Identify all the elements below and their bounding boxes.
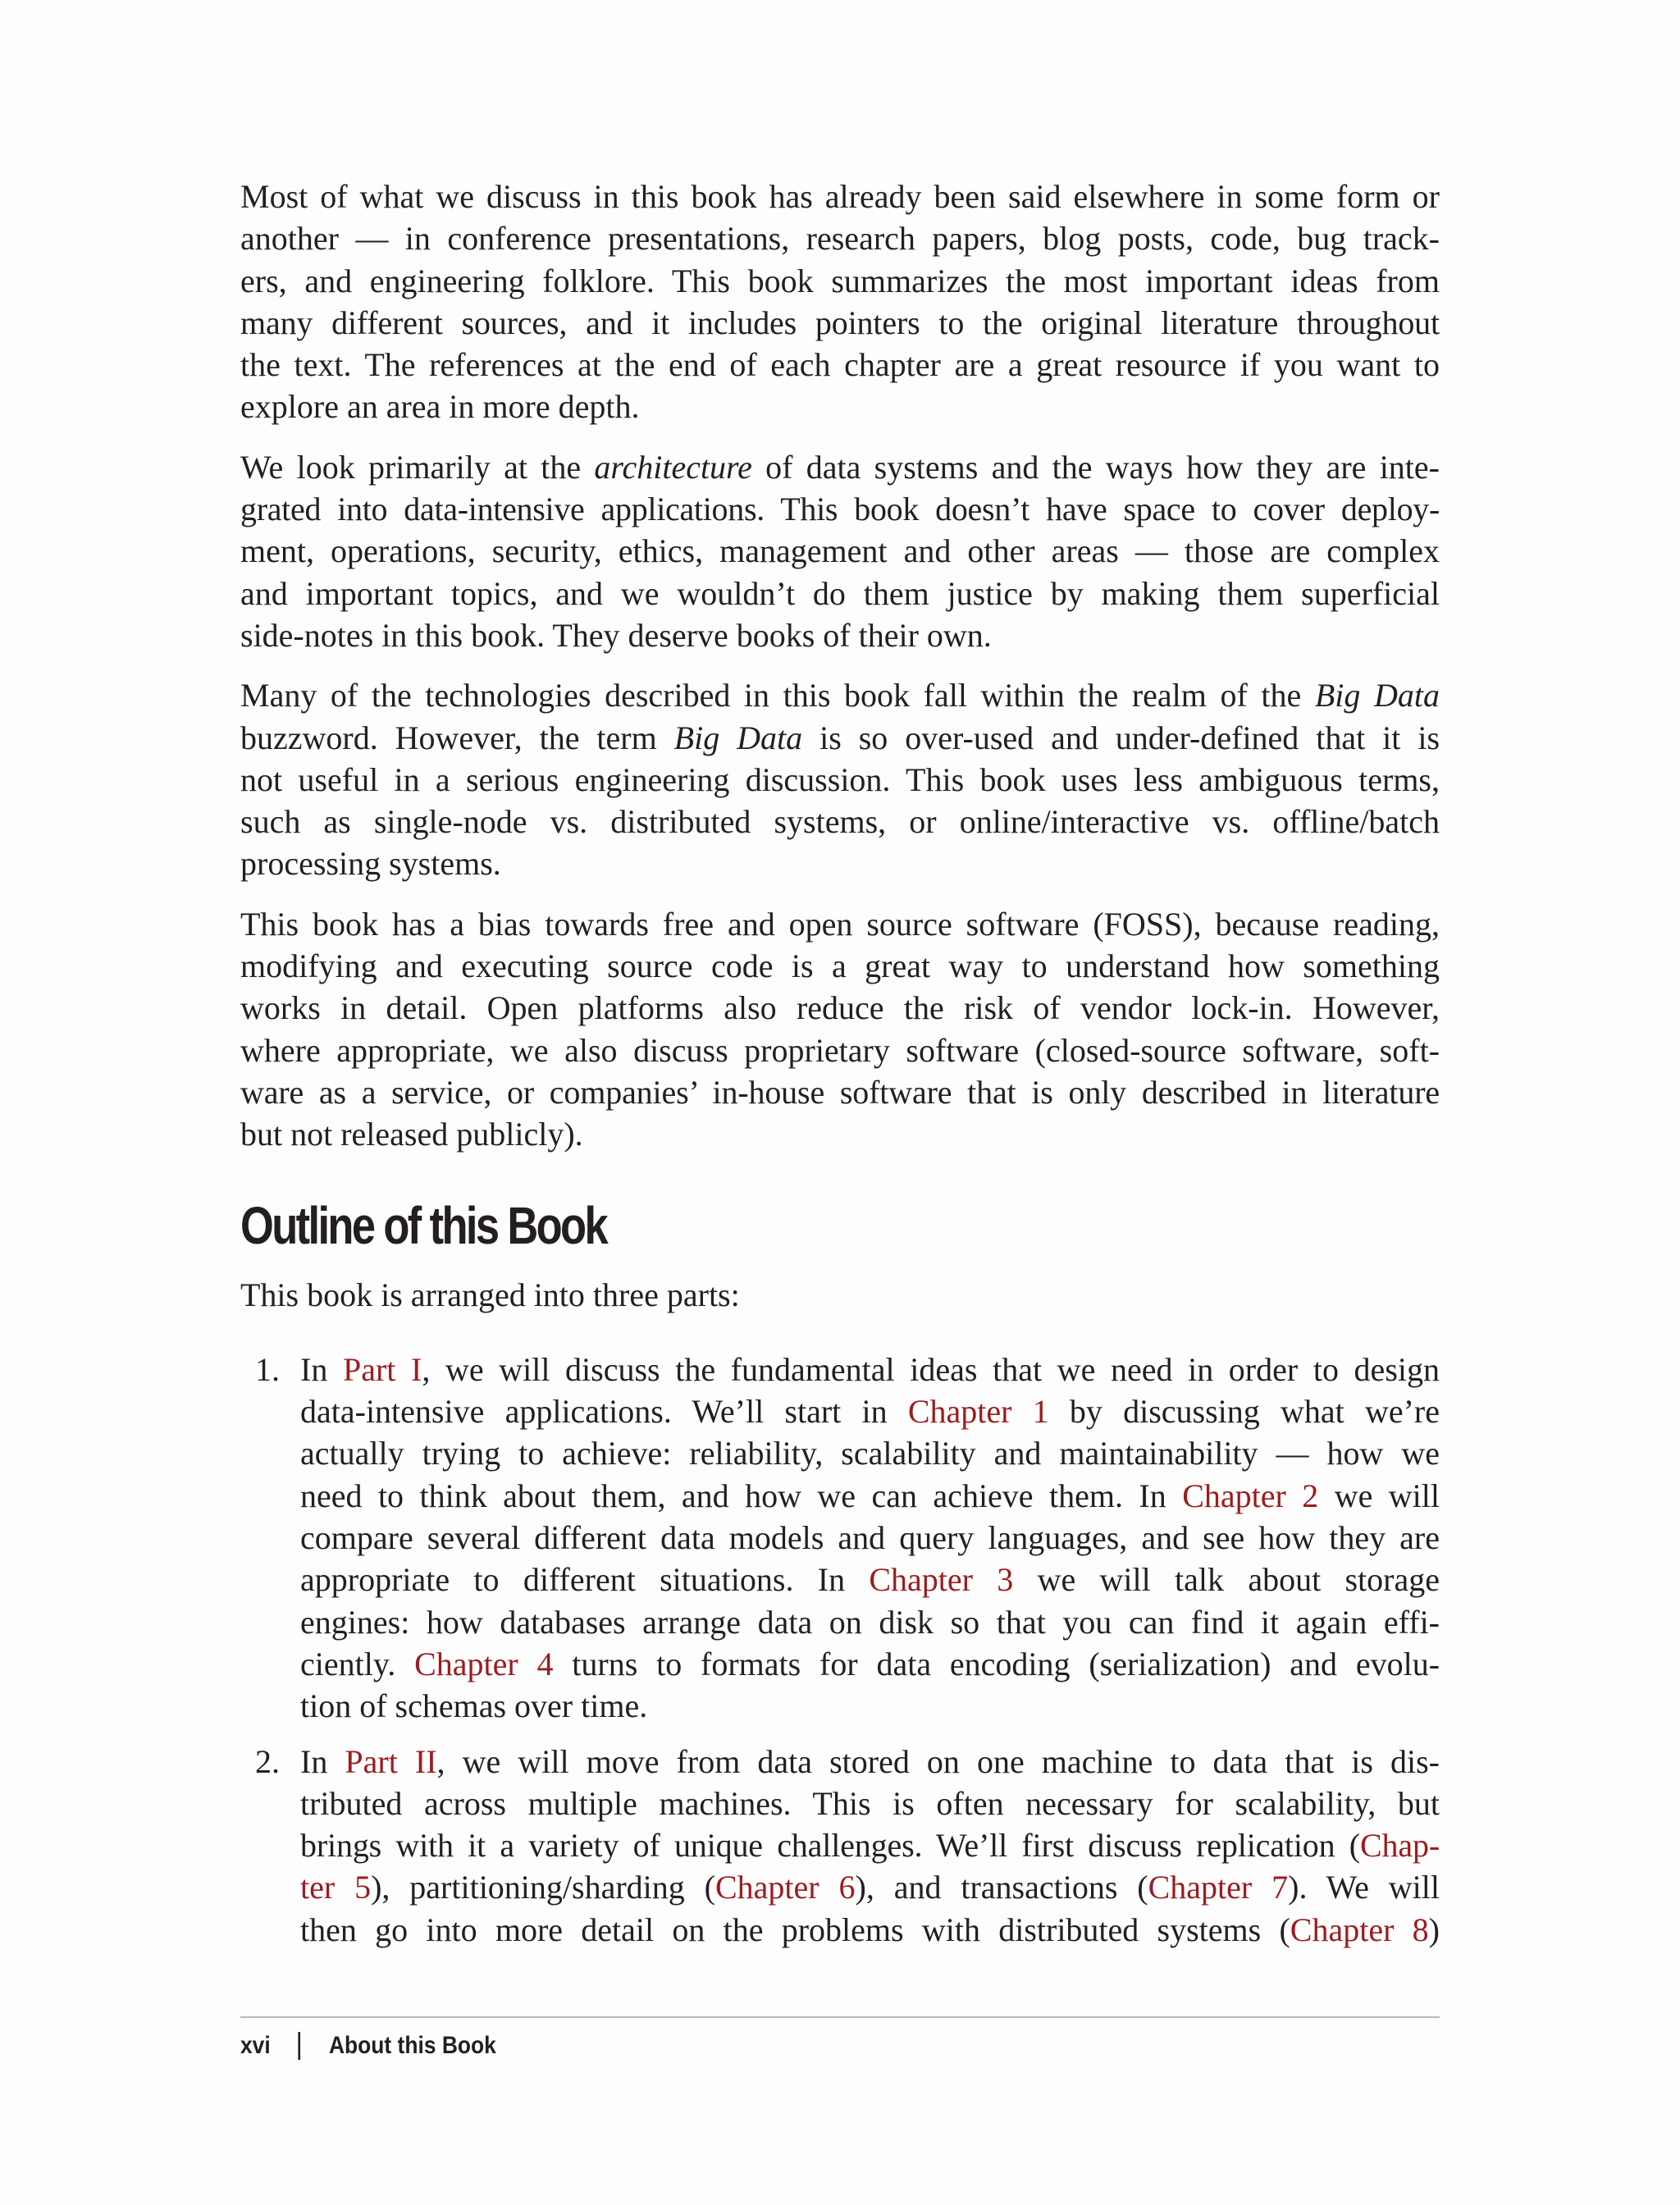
text-run: ): [1428, 1911, 1440, 1948]
text-line: [300, 1824, 1440, 1866]
paragraph-sources: [240, 176, 1440, 428]
link-chapter-6[interactable]: Chapter 6: [715, 1869, 856, 1906]
footer-divider: [240, 2016, 1440, 2018]
link-chapter-3[interactable]: Chapter 3: [869, 1561, 1014, 1599]
text-line: the text. The references at the end of each chapter are a great resource if you want to: [240, 346, 1440, 384]
text-line: [300, 1475, 1440, 1517]
text-line: Most of what we discuss in this book has already been said elsewhere in some form or: [240, 178, 1440, 215]
text-line: modifying and executing source code is a great way to understand how something: [240, 947, 1440, 985]
text-run: ), partitioning/sharding (: [371, 1869, 715, 1906]
link-chapter-2[interactable]: Chapter 2: [1182, 1477, 1319, 1514]
text-line: compare several different data models and query languages, and see how they are: [300, 1519, 1440, 1557]
text-run: need to think about them, and how we can achieve them. In: [300, 1477, 1183, 1514]
paragraph-architecture: [240, 446, 1440, 656]
text-run: of data systems and the ways how they are inte-: [751, 448, 1440, 486]
text-line: tion of schemas over time.: [300, 1687, 648, 1725]
text-line: [240, 674, 1440, 716]
text-line: many different sources, and it includes pointers to the original literature throughout: [240, 304, 1440, 341]
paragraph-big-data: [240, 674, 1440, 884]
text-line: not useful in a serious engineering discussion. This book uses less ambiguous terms,: [240, 760, 1440, 798]
text-run: appropriate to different situations. In: [300, 1561, 870, 1599]
text-line: [300, 1909, 1440, 1951]
text-line: [300, 1559, 1440, 1600]
text-run: then go into more detail on the problems with distributed systems (: [300, 1911, 1290, 1948]
text-line: processing systems.: [240, 845, 501, 883]
text-line: [240, 717, 1440, 759]
section-heading: Outline of this Book: [240, 1195, 607, 1255]
text-run: buzzword. However, the term: [240, 719, 674, 756]
running-title: About this Book: [328, 2032, 496, 2059]
text-run: we will talk about storage: [1013, 1561, 1440, 1599]
section-intro: This book is arranged into three parts:: [240, 1276, 740, 1313]
text-line: such as single-node vs. distributed systems, or online/interactive vs. offline/batch: [240, 803, 1440, 841]
list-item-number: 2.: [255, 1742, 280, 1780]
text-line: works in detail. Open platforms also reduce the risk of vendor lock-in. However,: [240, 989, 1440, 1027]
text-run: brings with it a variety of unique challenges. We’ll first discuss replication (: [300, 1827, 1360, 1865]
text-run: we will: [1318, 1477, 1440, 1514]
list-item: [240, 1741, 1440, 1951]
text-line: [300, 1390, 1440, 1432]
link-chapter-5[interactable]: ter 5: [300, 1869, 372, 1906]
text-run: is so over-used and under-defined that it is: [802, 719, 1440, 756]
text-line: This book has a bias towards free and open source software (FOSS), because reading,: [240, 905, 1440, 943]
text-run: ), and transactions (: [855, 1869, 1148, 1906]
text-run: ). We will: [1288, 1869, 1440, 1906]
text-run: turns to formats for data encoding (serialization) and evolu-: [553, 1645, 1440, 1682]
text-line: but not released publicly).: [240, 1116, 583, 1153]
link-part-2[interactable]: Part II: [345, 1742, 437, 1780]
text-line: and important topics, and we wouldn’t do them justice by making them superficial: [240, 574, 1440, 612]
text-line: another — in conference presentations, research papers, blog posts, code, bug track-: [240, 220, 1440, 258]
link-chapter-5[interactable]: Chap-: [1359, 1827, 1440, 1865]
text-line: where appropriate, we also discuss proprietary software (closed-source software, soft-: [240, 1031, 1440, 1069]
page-content: [240, 176, 1440, 1964]
emphasis-text: architecture: [594, 448, 752, 486]
link-chapter-8[interactable]: Chapter 8: [1290, 1911, 1429, 1948]
text-line: explore an area in more depth.: [240, 388, 640, 426]
text-line: [300, 1643, 1440, 1685]
text-line: actually trying to achieve: reliability, scalability and maintainability — how we: [300, 1435, 1440, 1472]
text-run: , we will move from data stored on one machine to data that is dis-: [436, 1742, 1440, 1780]
list-item-number: 1.: [255, 1350, 280, 1388]
footer-separator: [298, 2032, 300, 2060]
text-line: tributed across multiple machines. This is often necessary for scalability, but: [300, 1784, 1440, 1822]
text-run: We look primarily at the: [240, 448, 595, 486]
text-run: In: [300, 1742, 345, 1780]
emphasis-text: Big Data: [1314, 677, 1440, 714]
text-line: ware as a service, or companies’ in-house software that is only described in literature: [240, 1073, 1440, 1111]
text-run: , we will discuss the fundamental ideas that we need in order to design: [422, 1350, 1440, 1388]
list-item: [240, 1349, 1440, 1728]
text-run: Many of the technologies described in this book fall within the realm of the: [240, 677, 1315, 714]
text-line: [300, 1741, 1440, 1783]
link-chapter-4[interactable]: Chapter 4: [414, 1645, 554, 1682]
text-run: ciently.: [300, 1645, 415, 1682]
link-chapter-1[interactable]: Chapter 1: [907, 1393, 1049, 1431]
text-line: side-notes in this book. They deserve books of their own.: [240, 616, 992, 654]
parts-list: [240, 1349, 1440, 1951]
page-footer: [240, 2029, 496, 2062]
page-number: xvi: [240, 2032, 271, 2059]
text-line: ment, operations, security, ethics, management and other areas — those are complex: [240, 532, 1440, 570]
text-line: [240, 446, 1440, 488]
text-run: by discussing what we’re: [1048, 1393, 1440, 1431]
link-part-1[interactable]: Part I: [342, 1350, 422, 1388]
text-run: In: [300, 1350, 343, 1388]
paragraph-foss: [240, 903, 1440, 1156]
text-line: [300, 1349, 1440, 1390]
text-run: data-intensive applications. We’ll start in: [300, 1393, 908, 1431]
link-chapter-7[interactable]: Chapter 7: [1148, 1869, 1289, 1906]
emphasis-text: Big Data: [673, 719, 803, 756]
text-line: grated into data-intensive applications. This book doesn’t have space to cover deploy-: [240, 491, 1440, 528]
text-line: ers, and engineering folklore. This book summarizes the most important ideas from: [240, 262, 1440, 299]
text-line: engines: how databases arrange data on disk so that you can find it again effi-: [300, 1603, 1440, 1641]
text-line: [300, 1866, 1440, 1908]
